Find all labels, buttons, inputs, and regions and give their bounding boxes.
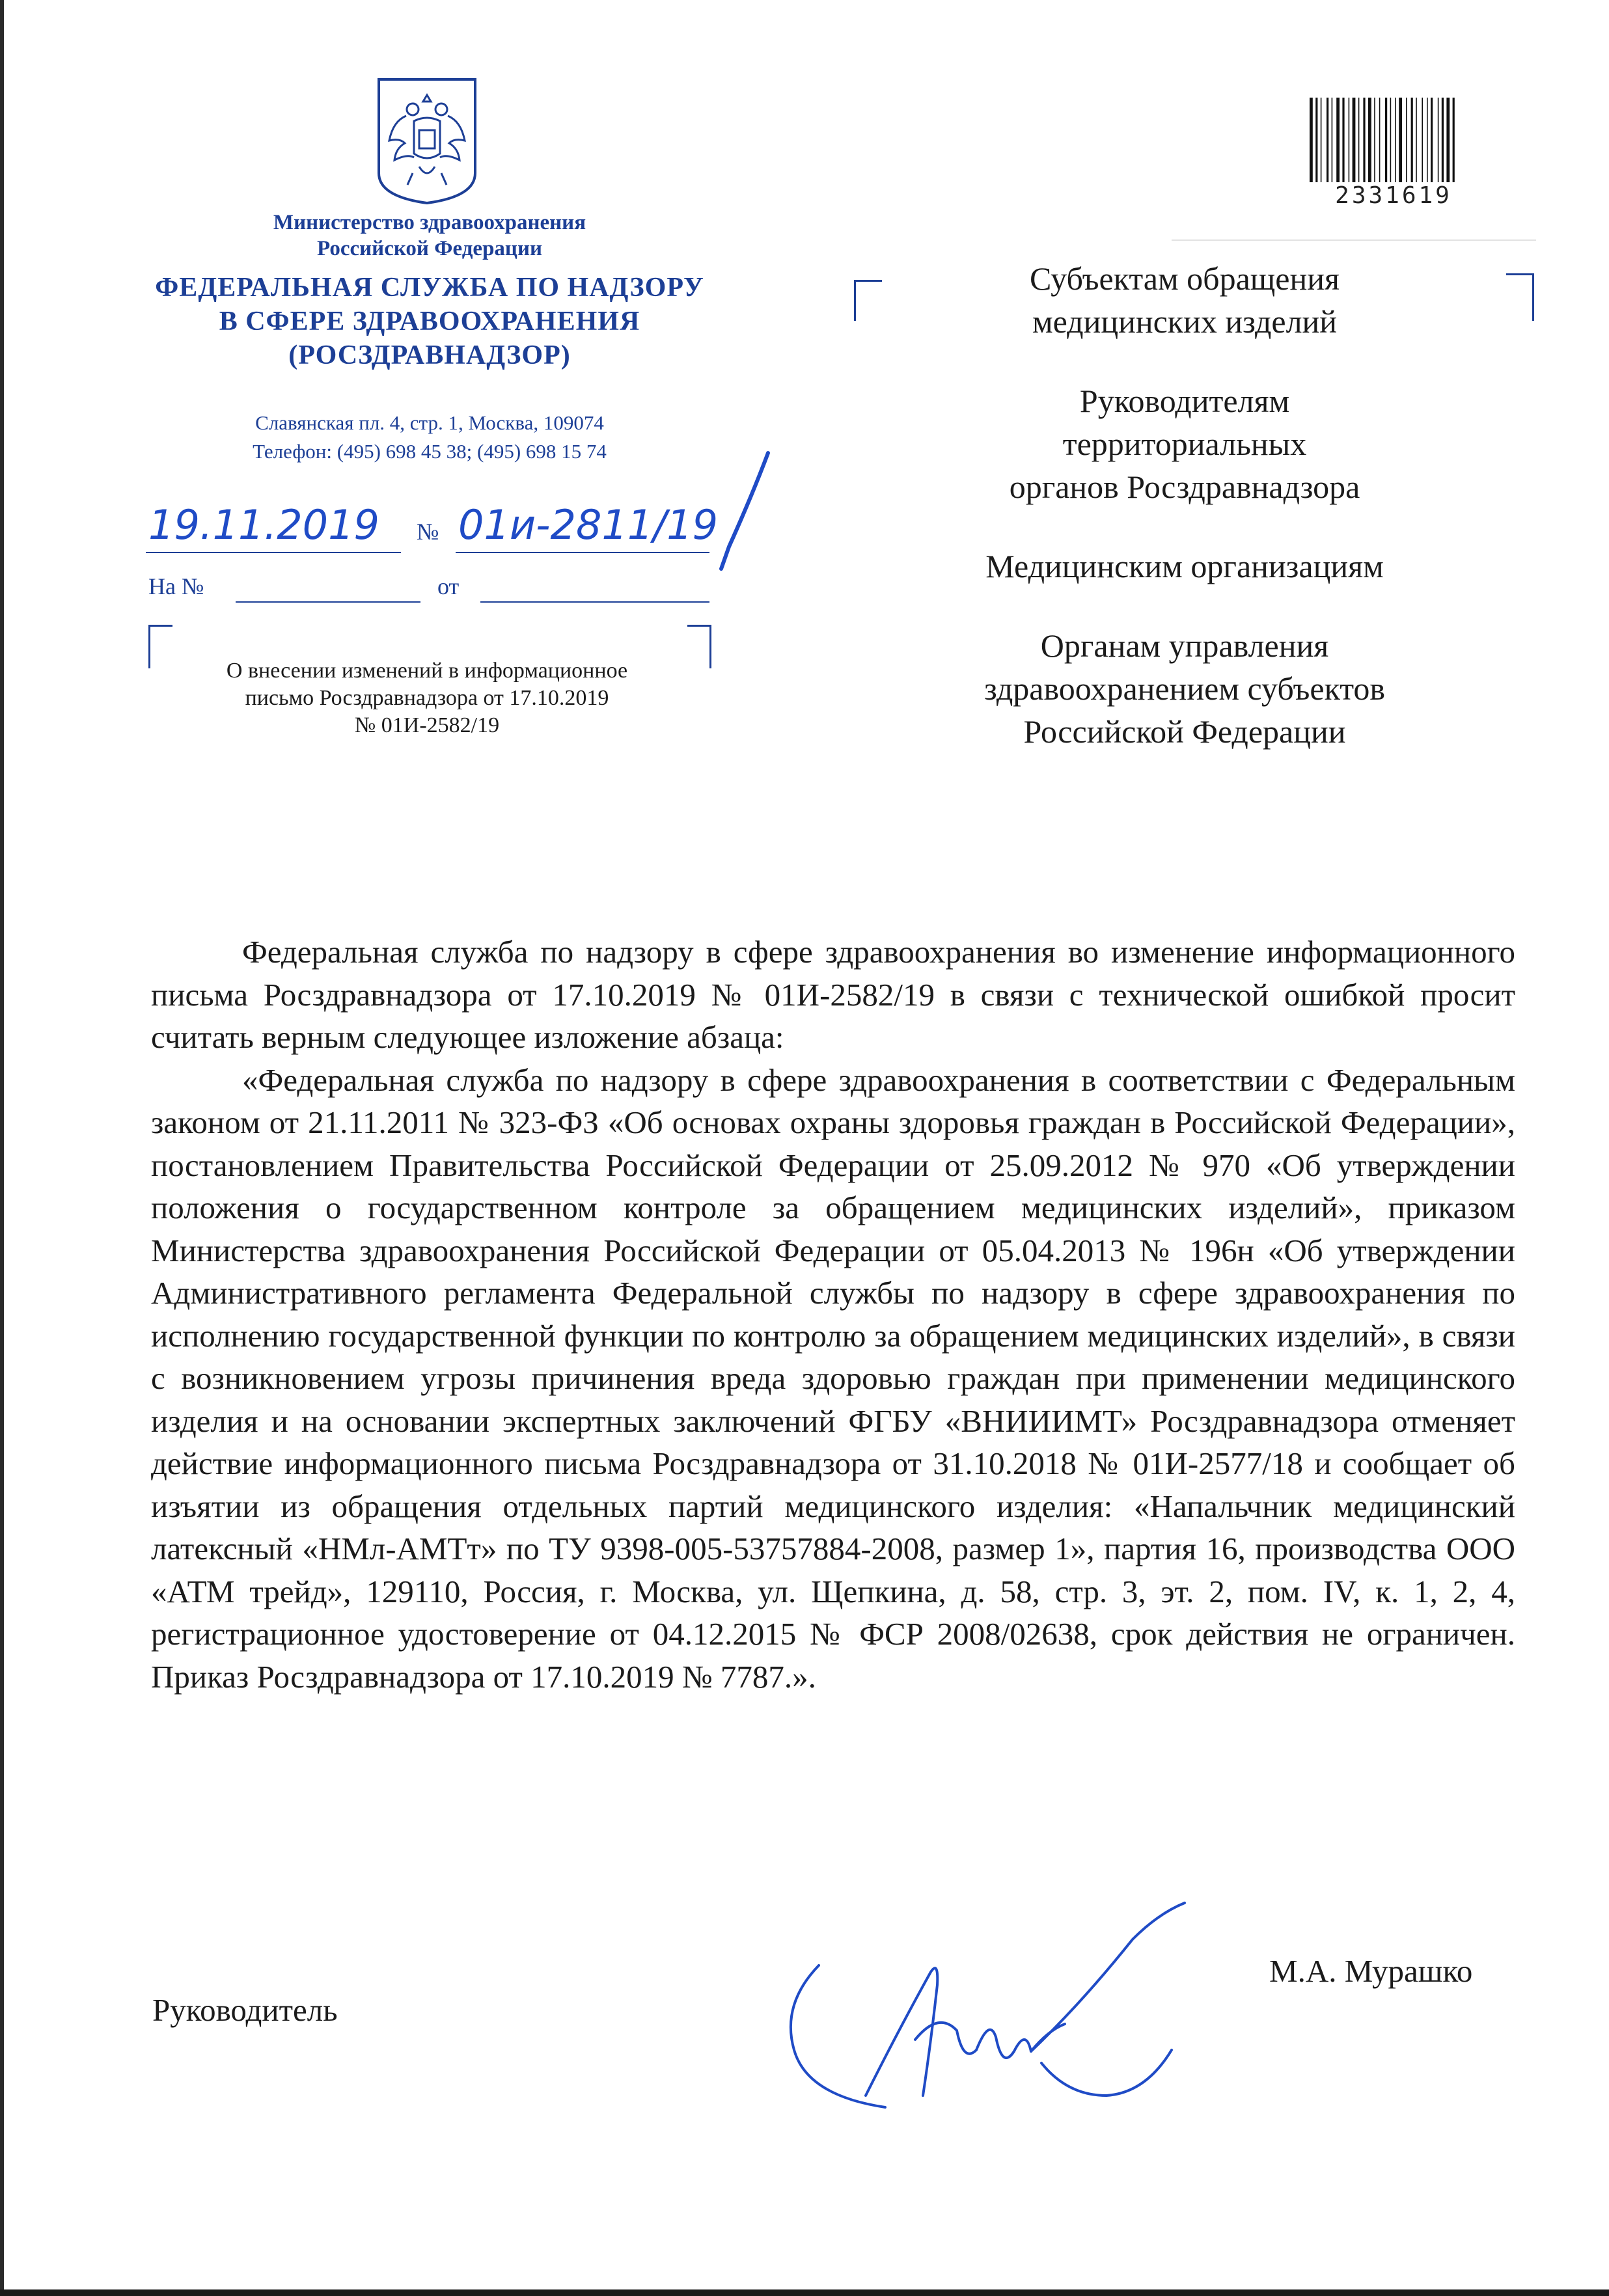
scan-edge-bottom <box>0 2289 1609 2296</box>
coat-of-arms-icon <box>374 75 480 206</box>
scan-edge-left <box>0 0 4 2296</box>
ministry-line: Министерство здравоохранения <box>273 211 586 234</box>
ministry-line: Российской Федерации <box>317 237 542 260</box>
body-paragraph: Федеральная служба по надзору в сфере здравоохранения во изменение информационного письма Росздравнадзора от 17.10.2019 № 01И-2582/19 в связи с технической ошибкой просит считать верным следующее изложение абзаца: <box>151 934 1515 1055</box>
service-name <box>130 271 729 372</box>
addressee-line: Руководителям <box>1079 383 1290 419</box>
addressee-line: Органам управления <box>1040 627 1329 664</box>
barcode-bar <box>1353 98 1356 182</box>
handwritten-number: 01и-2811/19 <box>458 501 719 549</box>
addressee-line: здравоохранением субъектов <box>983 670 1386 707</box>
phone-line: Телефон: (495) 698 45 38; (495) 698 15 74 <box>253 440 607 463</box>
barcode-bar <box>1431 98 1433 182</box>
barcode-bar <box>1416 98 1417 182</box>
barcode-bar <box>1332 98 1333 182</box>
letter-body <box>151 931 1515 1698</box>
barcode-bar <box>1336 98 1340 182</box>
letter-subject <box>160 657 694 739</box>
subject-line: № 01И-2582/19 <box>354 713 500 737</box>
barcode-bar <box>1349 98 1350 182</box>
barcode-bar <box>1406 98 1407 182</box>
addressee-line: Российской Федерации <box>1023 713 1346 750</box>
barcode-bar <box>1368 98 1371 182</box>
handwritten-slash-mark <box>690 449 781 573</box>
barcode-number: 2331619 <box>1335 182 1452 209</box>
service-line: (РОСЗДРАВНАДЗОР) <box>288 340 571 370</box>
barcode-bar <box>1374 98 1375 182</box>
barcode-bar <box>1438 98 1439 182</box>
addressee <box>898 257 1471 343</box>
date-underline <box>146 552 401 553</box>
addressee-line: территориальных <box>1062 426 1307 462</box>
addressee-line: Медицинским организациям <box>985 548 1384 584</box>
barcode-bar <box>1342 98 1344 182</box>
addressee <box>898 379 1471 508</box>
subject-line: О внесении изменений в информационное <box>226 659 628 683</box>
handwritten-signature <box>768 1900 1224 2148</box>
number-sign: № <box>417 519 439 545</box>
addressee-corner-right <box>1506 273 1534 321</box>
addressee-corner-left <box>854 280 882 321</box>
barcode-bar <box>1453 98 1455 182</box>
addressee-line: Субъектам обращения <box>1030 260 1340 297</box>
subject-line: письмо Росздравнадзора от 17.10.2019 <box>245 686 609 710</box>
barcode-bar <box>1427 98 1428 182</box>
signatory-name: М.А. Мурашко <box>1269 1953 1473 1989</box>
barcode-bar <box>1379 98 1381 182</box>
barcode-bar <box>1327 98 1328 182</box>
barcode-bar <box>1390 98 1392 182</box>
address-line: Славянская пл. 4, стр. 1, Москва, 109074 <box>255 411 604 434</box>
barcode-bar <box>1363 98 1365 182</box>
signatory-title: Руководитель <box>152 1992 338 2028</box>
reply-number-label: На № <box>148 573 204 599</box>
barcode-bar <box>1321 98 1322 182</box>
barcode-bar <box>1385 98 1387 182</box>
service-line: В СФЕРЕ ЗДРАВООХРАНЕНИЯ <box>219 307 640 336</box>
barcode-bar <box>1411 98 1413 182</box>
addressee-line: медицинских изделий <box>1032 303 1338 340</box>
addressee-line: органов Росздравнадзора <box>1009 469 1360 505</box>
addressees <box>898 257 1471 789</box>
body-paragraph: «Федеральная служба по надзору в сфере здравоохранения в соответствии с Федеральным законом от 21.11.2011 № 323-ФЗ «Об основах охраны здоровья граждан в Российской Федерации», постановлением Правительства Российской Федерации от 25.09.2012 № 970 «Об утверждении положения о государственном контроле за обращением медицинских изделий», приказом Министерства здравоохранения Российской Федерации от 05.04.2013 № 196н «Об утверждении Административного регламента Федеральной службы по надзору в сфере здравоохранения по исполнению государственной функции по контролю за обращением медицинских изделий», в связи с возникновением угрозы причинения вреда здоровью граждан при применении медицинского изделия и на основании экспертных заключений ФГБУ «ВНИИИМТ» Росздравнадзора отменяет действие информационного письма Росздравнадзора от 31.10.2018 № 01И-2577/18 и сообщает об изъятии из обращения отдельных партий медицинского изделия: «Напальчник медицинский латексный «НМл-АМТт» по ТУ 9398-005-53757884-2008, размер 1», партия 16, производства ООО «АТМ трейд», 129110, Россия, г. Москва, ул. Щепкина, д. 58, стр. 3, эт. 2, пом. IV, к. 1, 2, 4, регистрационное удостоверение от 04.12.2015 № ФСР 2008/02638, срок действия не ограничен. Приказ Росздравнадзора от 17.10.2019 № 7787.». <box>151 1061 1515 1695</box>
barcode-bar <box>1442 98 1444 182</box>
address-block <box>130 409 729 466</box>
handwritten-date: 19.11.2019 <box>148 501 379 549</box>
barcode-bar <box>1315 98 1317 182</box>
service-line: ФЕДЕРАЛЬНАЯ СЛУЖБА ПО НАДЗОРУ <box>155 273 704 303</box>
reply-from-label: от <box>437 573 460 599</box>
addressee <box>898 624 1471 753</box>
barcode-divider <box>1172 239 1536 241</box>
ministry-name <box>130 210 729 262</box>
reply-number-line <box>236 601 420 603</box>
barcode-bar <box>1422 98 1423 182</box>
addressee <box>898 545 1471 588</box>
barcode-bar <box>1358 98 1360 182</box>
reply-from-line <box>480 601 709 603</box>
barcode-bar <box>1399 98 1402 182</box>
barcode-bar <box>1310 98 1313 182</box>
barcode <box>1308 98 1478 182</box>
barcode-bar <box>1446 98 1450 182</box>
barcode-bar <box>1395 98 1396 182</box>
number-underline <box>456 552 709 553</box>
